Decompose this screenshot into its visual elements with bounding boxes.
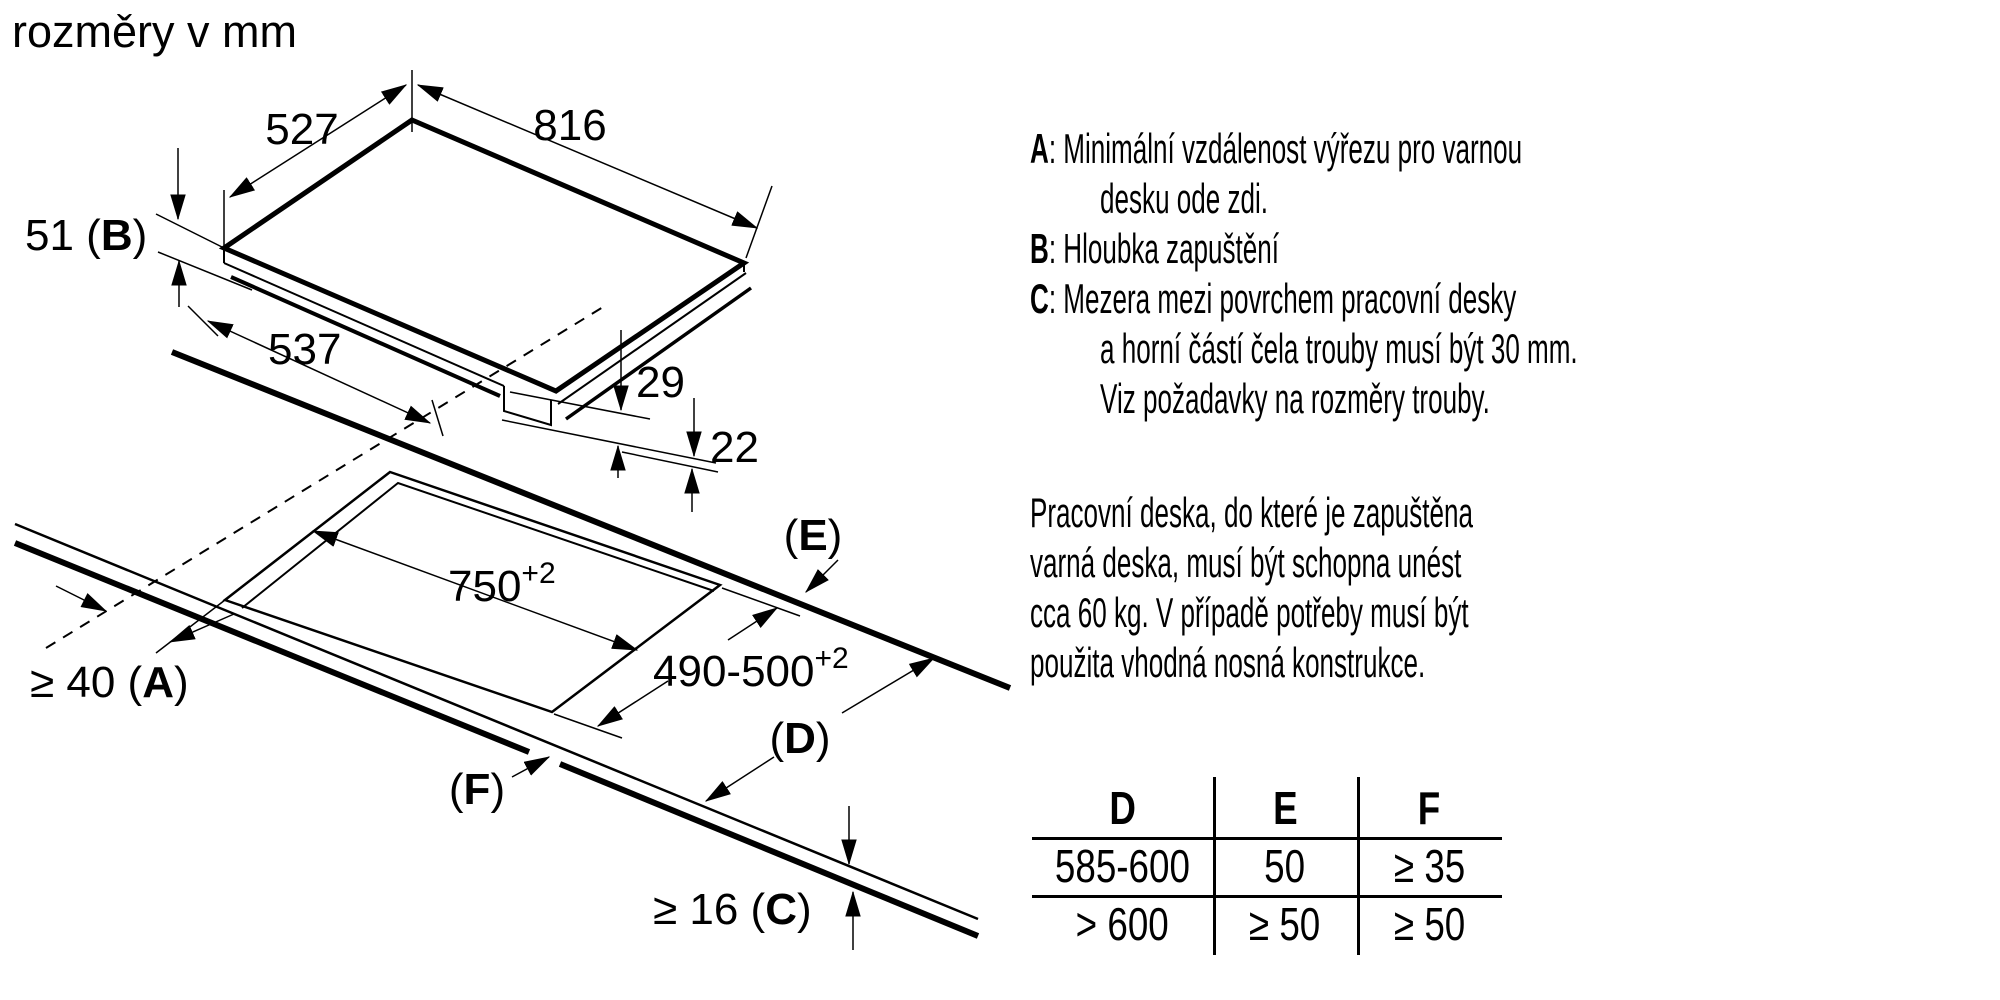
table-cell-r1-f: ≥ 35 [1393, 840, 1466, 892]
note-line: použita vhodná nosná konstrukce. [1030, 639, 1426, 686]
dim-f-label: (F) [448, 765, 506, 814]
table-rule-header [1032, 837, 1502, 840]
table-header-cell-d: D [1109, 782, 1136, 834]
dim-750-label: $750^{+2}$ [448, 557, 556, 611]
note-line: varná deska, musí být schopna unést [1030, 539, 1462, 586]
dim-f [449, 757, 549, 814]
table-rule-row [1032, 895, 1502, 898]
legend-item-c-cont2: Viz požadavky na rozměry trouby. [1100, 375, 1490, 422]
dim-16-label: ≥ 16 (C) [653, 885, 812, 934]
legend-key-c: C [1030, 275, 1049, 322]
note-line: cca 60 kg. V případě potřeby musí být [1030, 589, 1469, 636]
note-line: Pracovní deska, do které je zapuštěna [1030, 489, 1473, 536]
dim-40-a [30, 586, 234, 707]
dim-22 [692, 398, 759, 512]
legend-key-a: A [1030, 125, 1049, 172]
legend-item-b: B: Hloubka zapuštění [1030, 225, 1279, 272]
dim-527-label: 527 [265, 105, 339, 154]
page-title: rozměry v mm [12, 6, 297, 57]
legend-item-a-cont: desku ode zdi. [1100, 175, 1268, 222]
dim-d-label: (D) [769, 714, 831, 763]
dim-e [784, 511, 843, 592]
worktop-outline [15, 304, 1010, 936]
table-header-cell-f: F [1418, 782, 1441, 834]
dim-40-label: ≥ 40 (A) [30, 658, 189, 707]
table-cell-r1-d: 585-600 [1054, 840, 1191, 892]
dim-29-label: 29 [636, 358, 685, 407]
table-cell-r2-e: ≥ 50 [1249, 898, 1321, 950]
dim-22-label: 22 [710, 423, 759, 472]
dim-816-label: 816 [533, 101, 607, 150]
table-header-cell-e: E [1272, 782, 1298, 834]
def-table [1032, 779, 1502, 954]
dim-490-label: $490-500^{+2}$ [653, 642, 849, 696]
legend-block [1030, 124, 1578, 424]
table-cell-r1-e: 50 [1264, 840, 1306, 892]
table-divider-2 [1357, 777, 1360, 955]
legend-key-b: B [1030, 225, 1049, 272]
legend-item-c-cont1: a horní částí čela trouby musí být 30 mm. [1100, 325, 1578, 372]
worktop-note [1030, 488, 1473, 688]
dim-51-label: 51 (B) [25, 211, 148, 260]
legend-item-c: C: Mezera mezi povrchem pracovní desky [1030, 275, 1517, 322]
dim-51-b [25, 148, 252, 307]
legend-item-a: A: Minimální vzdálenost výřezu pro varnou [1030, 125, 1523, 172]
dim-537-label: 537 [268, 325, 342, 374]
table-divider-1 [1213, 777, 1216, 955]
dim-e-label: (E) [783, 511, 843, 560]
table-cell-r2-f: ≥ 50 [1393, 898, 1466, 950]
table-cell-r2-d: > 600 [1075, 898, 1170, 950]
